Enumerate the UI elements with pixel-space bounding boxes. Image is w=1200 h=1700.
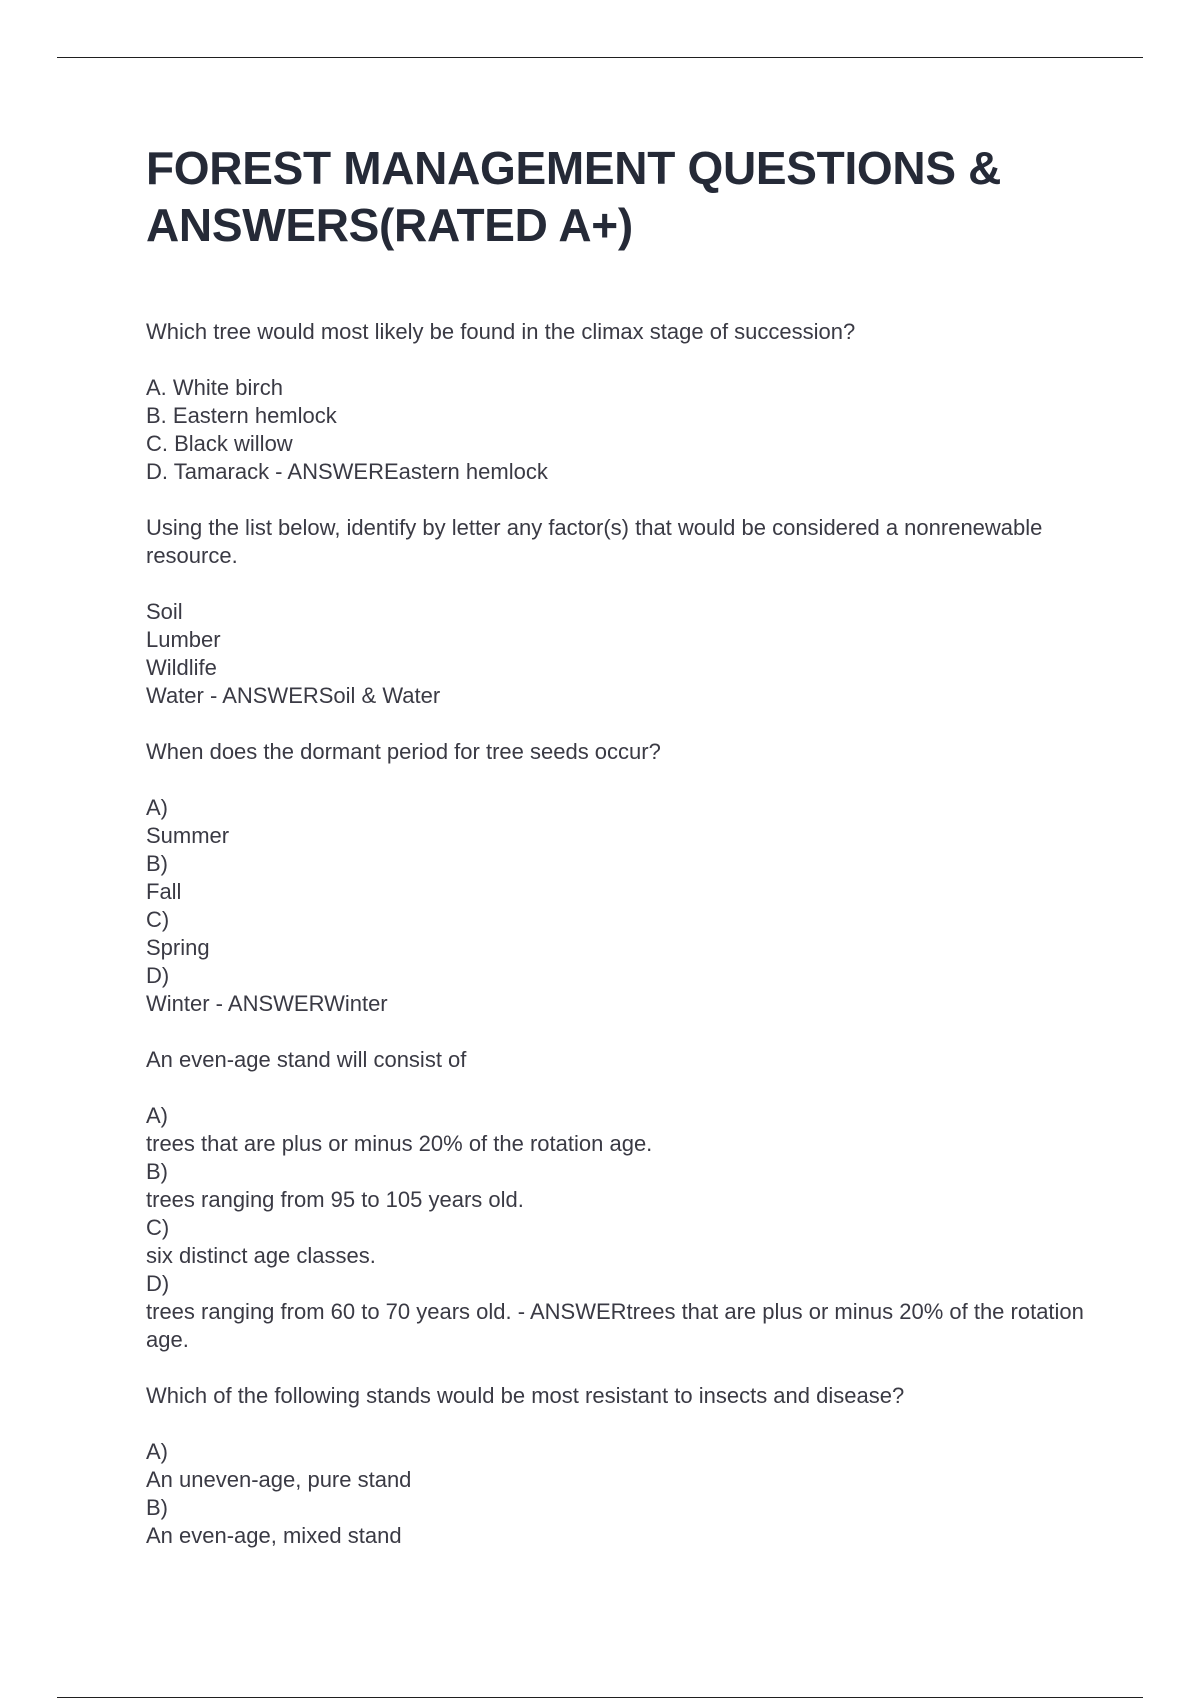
question-5-options	[146, 1438, 1086, 1550]
option-line-with-answer: trees ranging from 60 to 70 years old. - ANSWERtrees that are plus or minus 20% of the rotation age.	[146, 1299, 1091, 1352]
option-letter: A)	[146, 1439, 168, 1464]
option-letter: B)	[146, 851, 168, 876]
option-line: A. White birch	[146, 375, 283, 400]
option-line-with-answer: Water - ANSWERSoil & Water	[146, 683, 441, 708]
option-line: trees that are plus or minus 20% of the rotation age.	[146, 1131, 653, 1156]
question-text: Which of the following stands would be most resistant to insects and disease?	[146, 1383, 905, 1408]
question-1	[146, 318, 1086, 346]
document-body	[146, 140, 1091, 1578]
option-line: C. Black willow	[146, 431, 293, 456]
option-line: Spring	[146, 935, 210, 960]
question-3	[146, 738, 1086, 766]
option-line: six distinct age classes.	[146, 1243, 376, 1268]
option-line: Lumber	[146, 627, 221, 652]
option-letter: B)	[146, 1159, 168, 1184]
option-letter: C)	[146, 1215, 170, 1240]
option-line: Wildlife	[146, 655, 217, 680]
question-text: Which tree would most likely be found in the climax stage of succession?	[146, 319, 856, 344]
option-line: An even-age, mixed stand	[146, 1523, 402, 1548]
option-letter: A)	[146, 1103, 168, 1128]
option-letter: D)	[146, 1271, 170, 1296]
document-title: FOREST MANAGEMENT QUESTIONS & ANSWERS(RATED A+)	[146, 142, 1002, 251]
question-4	[146, 1046, 1086, 1074]
option-letter: A)	[146, 795, 168, 820]
question-2-options	[146, 598, 1086, 710]
option-letter: B)	[146, 1495, 168, 1520]
option-line: Soil	[146, 599, 183, 624]
top-divider	[57, 57, 1143, 58]
question-text: An even-age stand will consist of	[146, 1047, 467, 1072]
question-text: When does the dormant period for tree seeds occur?	[146, 739, 661, 764]
option-letter: C)	[146, 907, 170, 932]
option-line-with-answer: D. Tamarack - ANSWEREastern hemlock	[146, 459, 548, 484]
option-line: An uneven-age, pure stand	[146, 1467, 412, 1492]
option-letter: D)	[146, 963, 170, 988]
option-line: B. Eastern hemlock	[146, 403, 337, 428]
option-line: trees ranging from 95 to 105 years old.	[146, 1187, 524, 1212]
option-line-with-answer: Winter - ANSWERWinter	[146, 991, 388, 1016]
option-line: Summer	[146, 823, 230, 848]
question-4-options	[146, 1102, 1091, 1354]
bottom-divider	[57, 1697, 1143, 1698]
question-2	[146, 514, 1086, 570]
option-line: Fall	[146, 879, 182, 904]
question-text: Using the list below, identify by letter any factor(s) that would be considered a nonrenewable resource.	[146, 515, 1049, 568]
question-3-options	[146, 794, 1086, 1018]
question-1-options	[146, 374, 1086, 486]
question-5	[146, 1382, 1086, 1410]
